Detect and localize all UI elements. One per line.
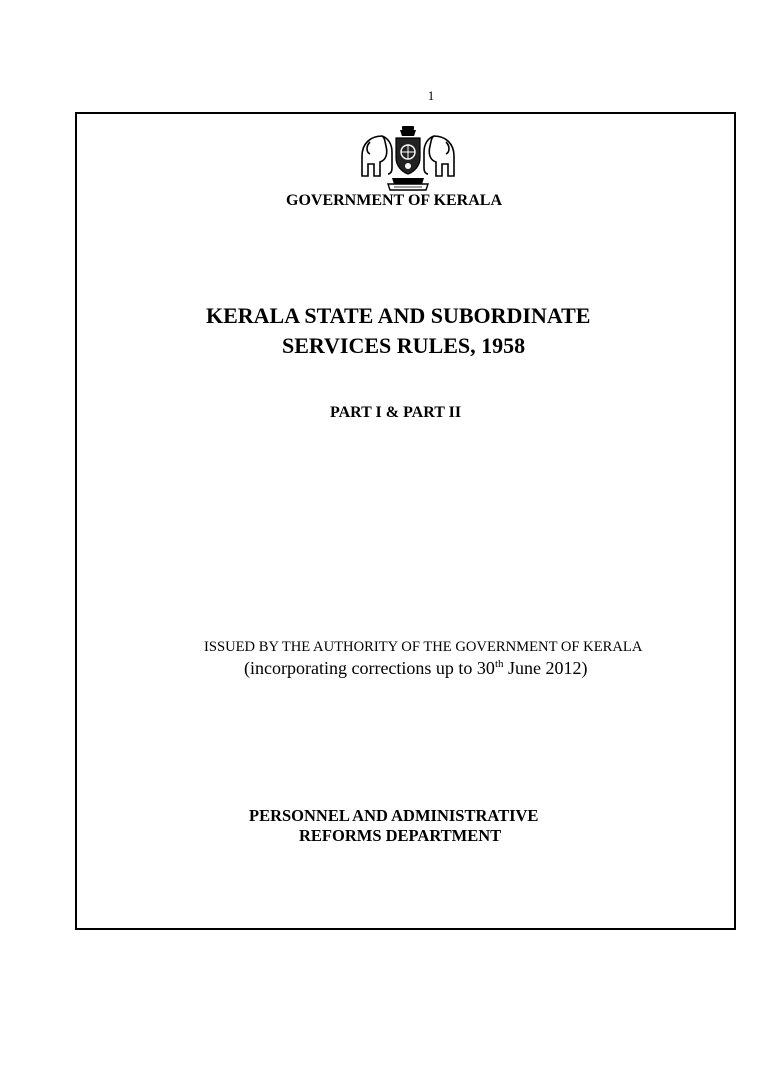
- parts-subtitle: PART I & PART II: [330, 404, 462, 421]
- department-line-2: REFORMS DEPARTMENT: [299, 826, 502, 845]
- department-line-1: PERSONNEL AND ADMINISTRATIVE: [249, 806, 539, 825]
- corrections-note: [244, 656, 588, 680]
- document-title-line-2: SERVICES RULES, 1958: [282, 333, 526, 358]
- corrections-prefix: (incorporating corrections up to 30: [244, 658, 495, 678]
- government-heading: GOVERNMENT OF KERALA: [286, 192, 503, 209]
- state-emblem-icon: [352, 124, 464, 192]
- page-number: 1: [427, 88, 435, 103]
- corrections-ordinal: th: [494, 658, 504, 670]
- document-title-line-1: KERALA STATE AND SUBORDINATE: [206, 303, 591, 328]
- issued-by-line: ISSUED BY THE AUTHORITY OF THE GOVERNMENT OF KERALA: [204, 639, 643, 655]
- corrections-suffix: June 2012): [503, 658, 588, 678]
